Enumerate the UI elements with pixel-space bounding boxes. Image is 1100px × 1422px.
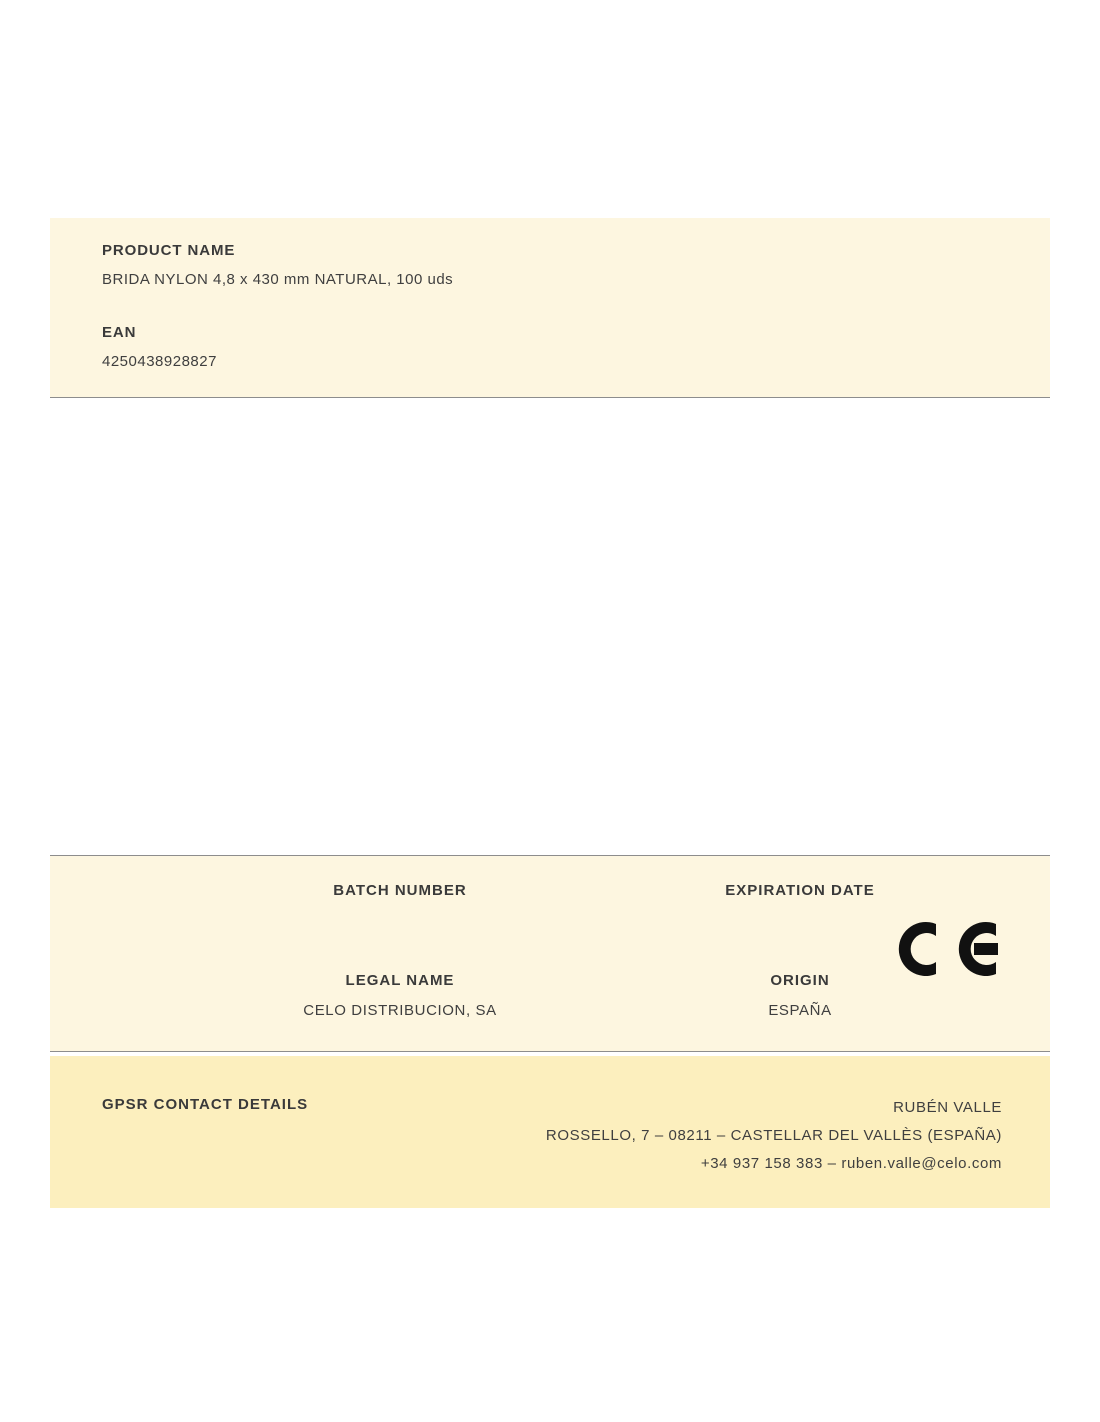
- field-spacer: [102, 290, 998, 324]
- details-columns: [50, 856, 1050, 1051]
- origin-value: ESPAÑA: [768, 1002, 832, 1019]
- batch-number-label: BATCH NUMBER: [333, 882, 467, 899]
- legal-name-label: LEGAL NAME: [345, 972, 455, 989]
- product-details-panel: [50, 855, 1050, 1052]
- gpsr-contact-phone-email: +34 937 158 383 – ruben.valle@celo.com: [700, 1155, 1002, 1172]
- product-name-value: BRIDA NYLON 4,8 x 430 mm NATURAL, 100 uds: [102, 271, 454, 288]
- gpsr-contact-panel: [50, 1056, 1050, 1208]
- gpsr-contact-name: RUBÉN VALLE: [893, 1099, 1002, 1116]
- origin-label: ORIGIN: [770, 972, 830, 989]
- ce-marking-icon: [892, 914, 1002, 984]
- ean-value: 4250438928827: [102, 352, 217, 370]
- batch-number-value: [230, 912, 570, 929]
- gpsr-contact-lines: [546, 1094, 1002, 1178]
- expiration-date-label: EXPIRATION DATE: [725, 882, 875, 899]
- legal-name-value: CELO DISTRIBUCION, SA: [303, 1002, 497, 1019]
- product-info-panel: [50, 218, 1050, 398]
- ean-label: EAN: [102, 323, 137, 341]
- gpsr-contact-address: ROSSELLO, 7 – 08211 – CASTELLAR DEL VALLÈS (ESPAÑA): [545, 1127, 1002, 1144]
- legal-name-field: [230, 972, 570, 1020]
- gpsr-contact-title: GPSR CONTACT DETAILS: [102, 1096, 309, 1113]
- product-name-label: PRODUCT NAME: [102, 242, 236, 259]
- batch-number-field: [230, 882, 570, 929]
